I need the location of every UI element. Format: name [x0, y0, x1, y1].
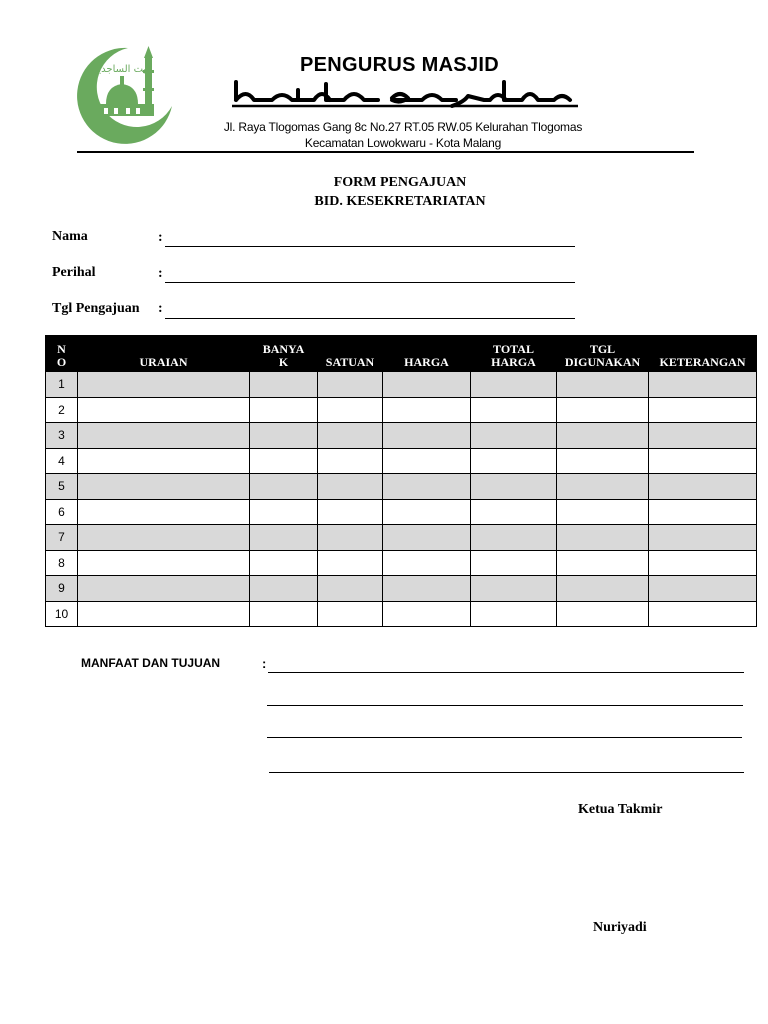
cell-keterangan[interactable] [649, 601, 757, 627]
cell-total-harga[interactable] [471, 372, 557, 398]
cell-banyak[interactable] [250, 550, 318, 576]
table-row [46, 448, 757, 474]
row-number-cell: 8 [46, 550, 78, 576]
cell-harga[interactable] [383, 474, 471, 500]
cell-keterangan[interactable] [649, 474, 757, 500]
col-header-satuan: SATUAN [318, 336, 383, 372]
col-header-banyak: BANYA K [250, 336, 318, 372]
cell-tgl-digunakan[interactable] [557, 550, 649, 576]
cell-tgl-digunakan[interactable] [557, 448, 649, 474]
items-table [45, 335, 757, 627]
cell-harga[interactable] [383, 601, 471, 627]
perihal-input-line[interactable] [165, 282, 575, 283]
row-number-cell: 10 [46, 601, 78, 627]
cell-keterangan[interactable] [649, 372, 757, 398]
cell-satuan[interactable] [318, 372, 383, 398]
table-row [46, 550, 757, 576]
col-header-keterangan: KETERANGAN [649, 336, 757, 372]
row-number-cell: 6 [46, 499, 78, 525]
cell-banyak[interactable] [250, 601, 318, 627]
row-number-cell: 2 [46, 397, 78, 423]
cell-uraian[interactable] [78, 397, 250, 423]
cell-satuan[interactable] [318, 448, 383, 474]
manfaat-label: MANFAAT DAN TUJUAN [81, 656, 221, 670]
cell-banyak[interactable] [250, 423, 318, 449]
cell-keterangan[interactable] [649, 576, 757, 602]
field-colon: : [158, 266, 163, 281]
col-header-no: N O [46, 336, 78, 372]
address-line-1: Jl. Raya Tlogomas Gang 8c No.27 RT.05 RW.05 Kelurahan Tlogomas [223, 120, 583, 134]
cell-banyak[interactable] [250, 448, 318, 474]
table-row [46, 474, 757, 500]
cell-uraian[interactable] [78, 525, 250, 551]
cell-satuan[interactable] [318, 550, 383, 576]
cell-total-harga[interactable] [471, 576, 557, 602]
mosque-logo [68, 44, 174, 144]
cell-uraian[interactable] [78, 372, 250, 398]
signature-role: Ketua Takmir [578, 802, 663, 817]
cell-harga[interactable] [383, 499, 471, 525]
cell-banyak[interactable] [250, 397, 318, 423]
row-number-cell: 7 [46, 525, 78, 551]
table-row [46, 499, 757, 525]
cell-banyak[interactable] [250, 372, 318, 398]
col-header-tgl-digunakan: TGL DIGUNAKAN [557, 336, 649, 372]
tgl-pengajuan-input-line[interactable] [165, 318, 575, 319]
table-row [46, 397, 757, 423]
row-number-cell: 9 [46, 576, 78, 602]
cell-uraian[interactable] [78, 550, 250, 576]
cell-banyak[interactable] [250, 474, 318, 500]
cell-uraian[interactable] [78, 474, 250, 500]
col-header-uraian: URAIAN [78, 336, 250, 372]
cell-keterangan[interactable] [649, 499, 757, 525]
org-title: PENGURUS MASJID [300, 54, 499, 76]
table-row [46, 372, 757, 398]
cell-harga[interactable] [383, 576, 471, 602]
field-label-nama: Nama [52, 229, 88, 244]
cell-uraian[interactable] [78, 499, 250, 525]
cell-total-harga[interactable] [471, 448, 557, 474]
cell-harga[interactable] [383, 550, 471, 576]
cell-tgl-digunakan[interactable] [557, 576, 649, 602]
cell-uraian[interactable] [78, 576, 250, 602]
cell-satuan[interactable] [318, 397, 383, 423]
col-header-harga: HARGA [383, 336, 471, 372]
org-name-wordmark [232, 76, 578, 114]
cell-harga[interactable] [383, 397, 471, 423]
cell-satuan[interactable] [318, 525, 383, 551]
header-divider [77, 151, 694, 153]
cell-banyak[interactable] [250, 576, 318, 602]
cell-satuan[interactable] [318, 474, 383, 500]
cell-total-harga[interactable] [471, 499, 557, 525]
cell-total-harga[interactable] [471, 397, 557, 423]
cell-uraian[interactable] [78, 601, 250, 627]
manfaat-colon: : [262, 656, 267, 671]
cell-keterangan[interactable] [649, 525, 757, 551]
cell-satuan[interactable] [318, 576, 383, 602]
cell-satuan[interactable] [318, 499, 383, 525]
table-row [46, 525, 757, 551]
cell-tgl-digunakan[interactable] [557, 525, 649, 551]
table-row [46, 423, 757, 449]
cell-uraian[interactable] [78, 448, 250, 474]
cell-keterangan[interactable] [649, 448, 757, 474]
cell-tgl-digunakan[interactable] [557, 397, 649, 423]
table-row [46, 601, 757, 627]
cell-total-harga[interactable] [471, 601, 557, 627]
row-number-cell: 1 [46, 372, 78, 398]
manfaat-line-2[interactable] [267, 705, 743, 706]
manfaat-line-4[interactable] [269, 772, 744, 773]
row-number-cell: 3 [46, 423, 78, 449]
cell-tgl-digunakan[interactable] [557, 474, 649, 500]
field-label-perihal: Perihal [52, 265, 96, 280]
cell-harga[interactable] [383, 423, 471, 449]
cell-uraian[interactable] [78, 423, 250, 449]
form-title: FORM PENGAJUAN [333, 175, 467, 190]
cell-tgl-digunakan[interactable] [557, 499, 649, 525]
field-label-tgl-pengajuan: Tgl Pengajuan [52, 301, 140, 316]
cell-satuan[interactable] [318, 601, 383, 627]
manfaat-line-1[interactable] [268, 672, 744, 673]
cell-total-harga[interactable] [471, 550, 557, 576]
nama-input-line[interactable] [165, 246, 575, 247]
signature-name: Nuriyadi [593, 920, 647, 935]
cell-keterangan[interactable] [649, 550, 757, 576]
cell-harga[interactable] [383, 372, 471, 398]
cell-tgl-digunakan[interactable] [557, 423, 649, 449]
manfaat-line-3[interactable] [267, 737, 742, 738]
cell-total-harga[interactable] [471, 525, 557, 551]
field-colon: : [158, 301, 163, 316]
logo-arabic-text: بيت الساجدين [90, 64, 150, 75]
row-number-cell: 5 [46, 474, 78, 500]
cell-harga[interactable] [383, 525, 471, 551]
cell-tgl-digunakan[interactable] [557, 601, 649, 627]
field-colon: : [158, 230, 163, 245]
cell-harga[interactable] [383, 448, 471, 474]
cell-total-harga[interactable] [471, 423, 557, 449]
table-header-row [46, 336, 757, 372]
cell-tgl-digunakan[interactable] [557, 372, 649, 398]
cell-keterangan[interactable] [649, 423, 757, 449]
cell-keterangan[interactable] [649, 397, 757, 423]
cell-total-harga[interactable] [471, 474, 557, 500]
form-subtitle: BID. KESEKRETARIATAN [314, 194, 486, 209]
cell-banyak[interactable] [250, 525, 318, 551]
cell-satuan[interactable] [318, 423, 383, 449]
row-number-cell: 4 [46, 448, 78, 474]
table-row [46, 576, 757, 602]
col-header-total-harga: TOTAL HARGA [471, 336, 557, 372]
cell-banyak[interactable] [250, 499, 318, 525]
address-line-2: Kecamatan Lowokwaru - Kota Malang [304, 136, 502, 150]
